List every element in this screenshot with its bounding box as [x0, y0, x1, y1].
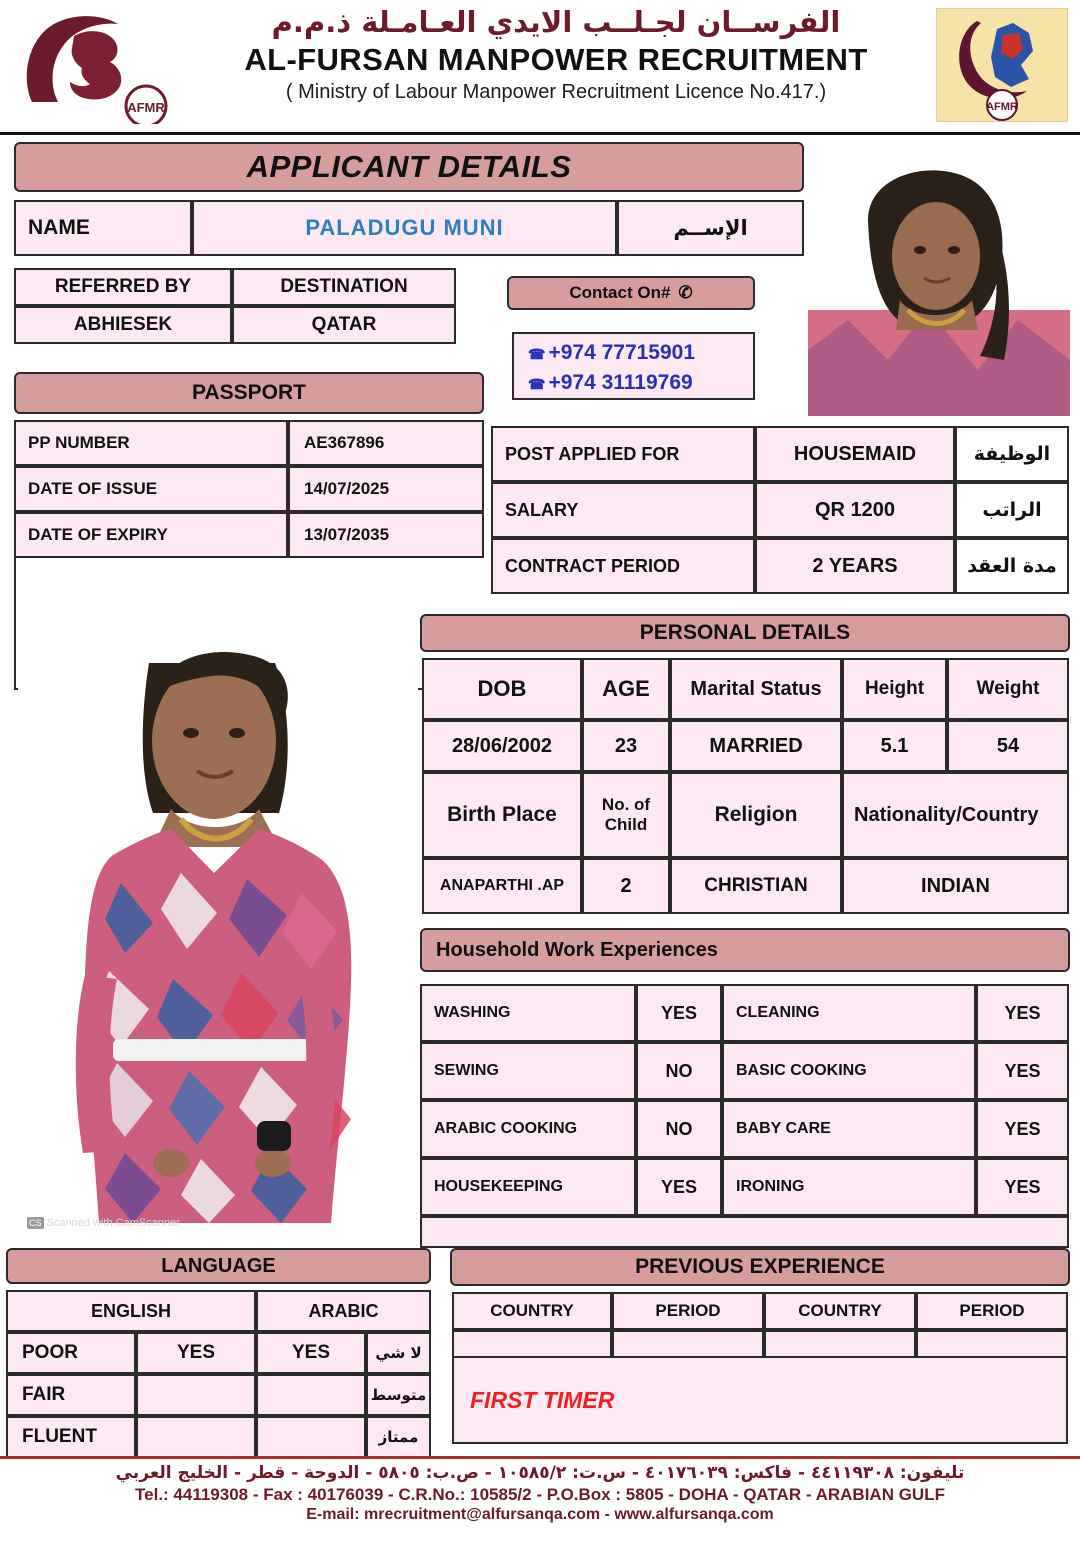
footer-email: E-mail: mrecruitment@alfursanqa.com - www.alfursanqa.com — [306, 1506, 774, 1523]
camscanner-watermark — [27, 1217, 180, 1229]
language-level-poor: POOR — [6, 1332, 136, 1374]
age-value: 23 — [582, 720, 670, 772]
dob-header: DOB — [422, 658, 582, 720]
phone-number-1: +974 77715901 — [548, 341, 696, 364]
language-arabic-fair — [256, 1374, 366, 1416]
prev-exp-header-country-2: COUNTRY — [764, 1292, 916, 1330]
language-section-title: LANGUAGE — [6, 1248, 431, 1284]
birth-place-header: Birth Place — [422, 772, 582, 858]
prev-exp-header-period-1: PERIOD — [612, 1292, 764, 1330]
document-footer — [0, 1456, 1080, 1542]
footer-english: Tel.: 44119308 - Fax : 40176039 - C.R.No.: 10585/2 - P.O.Box : 5805 - DOHA - QATAR - ARABIAN GULF — [135, 1485, 945, 1504]
weight-header: Weight — [947, 658, 1069, 720]
language-arabic-poor: YES — [256, 1332, 366, 1374]
language-arabic-label-fair: متوسط — [366, 1374, 431, 1416]
passport-expiry-label: DATE OF EXPIRY — [14, 512, 288, 558]
marital-status-value: MARRIED — [670, 720, 842, 772]
al-fursan-horse-logo — [14, 6, 182, 124]
household-label: WASHING — [420, 984, 636, 1042]
no-of-child-header: No. of Child — [582, 772, 670, 858]
whatsapp-icon: ✆ — [678, 283, 693, 302]
contact-bar-label: Contact On# — [569, 283, 671, 302]
nationality-value: INDIAN — [842, 858, 1069, 914]
language-arabic-label-poor: لا شي — [366, 1332, 431, 1374]
language-arabic-fluent — [256, 1416, 366, 1458]
passport-issue-value: 14/07/2025 — [288, 466, 484, 512]
referred-by-value: ABHIESEK — [14, 306, 232, 344]
footer-arabic: تليفون: ٤٤١١٩٣٠٨ - فاكس: ٤٠١٧٦٠٣٩ - س.ت: ١٠٥٨٥/٢ - ص.ب: ٥٨٠٥ - الدوحة - قطر - الخليج العربي — [115, 1463, 965, 1483]
religion-value: CHRISTIAN — [670, 858, 842, 914]
contract-period-arabic: مدة العقد — [955, 538, 1069, 594]
company-name-arabic: الفرســان لجـلــب الايدي العـامـلة ذ.م.م — [271, 5, 841, 39]
personal-details-title: PERSONAL DETAILS — [420, 614, 1070, 652]
language-col-arabic: ARABIC — [256, 1290, 431, 1332]
salary-value: QR 1200 — [755, 482, 955, 538]
language-col-english: ENGLISH — [6, 1290, 256, 1332]
name-label: NAME — [14, 200, 192, 256]
passport-number-value: AE367896 — [288, 420, 484, 466]
destination-label: DESTINATION — [232, 268, 456, 306]
language-english-fair — [136, 1374, 256, 1416]
no-of-child-value: 2 — [582, 858, 670, 914]
passport-section-title: PASSPORT — [14, 372, 484, 414]
marital-status-header: Marital Status — [670, 658, 842, 720]
contact-numbers — [512, 332, 755, 400]
page-title: APPLICANT DETAILS — [14, 142, 804, 192]
prev-exp-cell — [612, 1330, 764, 1358]
camscanner-text: Scanned with CamScanner — [46, 1217, 180, 1229]
household-label: SEWING — [420, 1042, 636, 1100]
first-timer-note: FIRST TIMER — [452, 1356, 1068, 1444]
prev-exp-header-period-2: PERIOD — [916, 1292, 1068, 1330]
name-value: PALADUGU MUNI — [192, 200, 617, 256]
phone-icon: ☎ — [528, 346, 546, 362]
household-value: YES — [976, 1042, 1069, 1100]
birth-place-value: ANAPARTHI .AP — [422, 858, 582, 914]
household-work-title: Household Work Experiences — [420, 928, 1070, 972]
household-value: NO — [636, 1042, 722, 1100]
household-label: ARABIC COOKING — [420, 1100, 636, 1158]
household-label: BASIC COOKING — [722, 1042, 976, 1100]
age-header: AGE — [582, 658, 670, 720]
nationality-header: Nationality/Country — [842, 772, 1069, 858]
household-label: IRONING — [722, 1158, 976, 1216]
post-applied-label: POST APPLIED FOR — [491, 426, 755, 482]
applicant-photo-main — [18, 620, 418, 1236]
passport-expiry-value: 13/07/2035 — [288, 512, 484, 558]
company-name-english: AL-FURSAN MANPOWER RECRUITMENT — [244, 42, 868, 78]
dob-value: 28/06/2002 — [422, 720, 582, 772]
prev-exp-header-country-1: COUNTRY — [452, 1292, 612, 1330]
name-label-arabic: الإســم — [617, 200, 804, 256]
contract-period-value: 2 YEARS — [755, 538, 955, 594]
household-label: CLEANING — [722, 984, 976, 1042]
post-applied-value: HOUSEMAID — [755, 426, 955, 482]
phone-icon: ☎ — [528, 376, 546, 393]
prev-exp-cell — [916, 1330, 1068, 1358]
header-titles — [186, 2, 926, 104]
prev-exp-cell — [764, 1330, 916, 1358]
salary-arabic: الراتب — [955, 482, 1069, 538]
document-header — [0, 0, 1080, 135]
household-value: YES — [636, 1158, 722, 1216]
salary-label: SALARY — [491, 482, 755, 538]
camscanner-badge: CS — [29, 1218, 42, 1228]
licence-text: ( Ministry of Labour Manpower Recruitment Licence No.417.) — [285, 81, 827, 104]
height-header: Height — [842, 658, 947, 720]
language-level-fluent: FLUENT — [6, 1416, 136, 1458]
household-value: YES — [976, 984, 1069, 1042]
svg-text:AFMR: AFMR — [986, 101, 1018, 113]
applicant-photo-top — [808, 160, 1070, 416]
language-english-fluent — [136, 1416, 256, 1458]
svg-text:AFMR: AFMR — [127, 100, 165, 115]
phone-row[interactable] — [528, 338, 753, 368]
contact-bar — [507, 276, 755, 310]
contract-period-label: CONTRACT PERIOD — [491, 538, 755, 594]
language-level-fair: FAIR — [6, 1374, 136, 1416]
prev-exp-cell — [452, 1330, 612, 1358]
previous-experience-title: PREVIOUS EXPERIENCE — [450, 1248, 1070, 1286]
household-value: NO — [636, 1100, 722, 1158]
household-blank-row — [420, 1216, 1069, 1248]
weight-value: 54 — [947, 720, 1069, 772]
language-arabic-label-fluent: ممتاز — [366, 1416, 431, 1458]
household-value: YES — [976, 1100, 1069, 1158]
household-label: HOUSEKEEPING — [420, 1158, 636, 1216]
passport-number-label: PP NUMBER — [14, 420, 288, 466]
language-english-poor: YES — [136, 1332, 256, 1374]
household-label: BABY CARE — [722, 1100, 976, 1158]
afmr-badge-logo — [936, 8, 1068, 122]
household-value: YES — [636, 984, 722, 1042]
passport-issue-label: DATE OF ISSUE — [14, 466, 288, 512]
destination-value: QATAR — [232, 306, 456, 344]
post-applied-arabic: الوظيفة — [955, 426, 1069, 482]
household-value: YES — [976, 1158, 1069, 1216]
referred-by-label: REFERRED BY — [14, 268, 232, 306]
phone-row[interactable] — [528, 368, 753, 398]
height-value: 5.1 — [842, 720, 947, 772]
phone-number-2: +974 31119769 — [548, 371, 693, 395]
religion-header: Religion — [670, 772, 842, 858]
